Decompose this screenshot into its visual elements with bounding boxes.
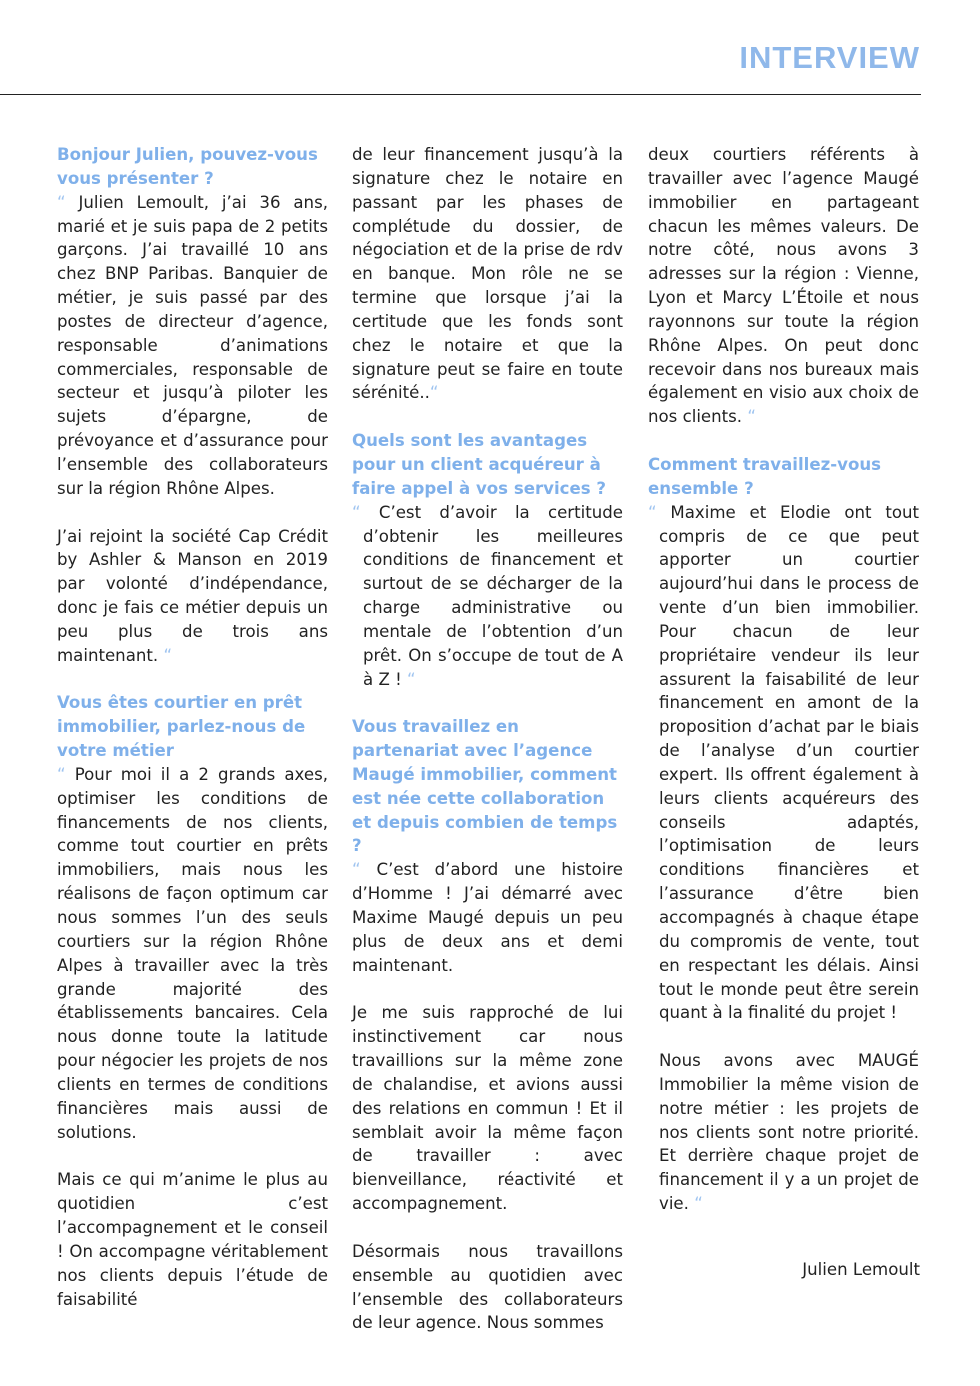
- author-signature: Julien Lemoult: [802, 1260, 920, 1279]
- answer-paragraph: Je me suis rapproché de lui instinctivement car nous travaillions sur la même zone de chalandise, et avions aussi des relations en commun ! Et il semblait avoir la même façon de travailler : avec bienveillance, réactivité et accompagnement.: [352, 1003, 623, 1214]
- answer-paragraph: Nous avons avec MAUGÉ Immobilier la même vision de notre métier : les projets de nos clients sont notre priorité. Et derrière chaque projet de financement il y a un projet de vie. “: [659, 1051, 919, 1214]
- answer-paragraph: “ Julien Lemoult, j’ai 36 ans, marié et je suis papa de 2 petits garçons. J’ai travaillé 10 ans chez BNP Paribas. Banquier de métier, je suis passé par des postes de directeur d’agence, responsable d’animations commerciales, responsable de secteur et jusqu’à piloter les sujets d’épargne, de prévoyance et d’assurance pour l’ensemble des collaborateurs sur la région Rhône Alpes.: [57, 192, 328, 498]
- question-heading: Vous travaillez en partenariat avec l’agence Maugé immobilier, comment est née cette collaboration et depuis combien de temps ?: [352, 717, 618, 856]
- question-heading: Comment travaillez-vous ensemble ?: [648, 454, 882, 498]
- quote-mark: “: [57, 192, 66, 212]
- answer-paragraph: “ C’est d’avoir la certitude d’obtenir les meilleures conditions de financement et surtout de se décharger de la charge administrative ou mentale de l’obtention d’un prêt. On s’occupe de tout de A à Z ! “: [352, 502, 623, 689]
- question-heading: Bonjour Julien, pouvez-vous vous présenter ?: [57, 145, 318, 188]
- answer-paragraph: J’ai rejoint la société Cap Crédit by Ashler & Manson en 2019 par volonté d’indépendance, donc je fais ce métier depuis un peu plus de trois ans maintenant. “: [57, 526, 328, 665]
- section-title: INTERVIEW: [739, 40, 920, 75]
- quote-mark: “: [429, 383, 439, 403]
- question-heading: Quels sont les avantages pour un client acquéreur à faire appel à vos services ?: [352, 431, 607, 498]
- answer-paragraph: “ Maxime et Elodie ont tout compris de ce que peut apporter un courtier aujourd’hui dans le process de vente d’un bien immobilier. Pour chacun de leur propriétaire vendeur ils leur assurent la faisabilité de leur financement en amont de la proposition d’achat par le biais de l’analyse d’un courtier expert. Ils offrent également à leurs clients acquéreurs des conseils adaptés, l’optimisation de leurs conditions financières et l’assurance d’être bien accompagnés à chaque étape du compromis de vente, tout en respectant les délais. Ainsi tout le monde peut être serein quant à la finalité du projet !: [648, 502, 920, 1023]
- quote-mark: “: [407, 669, 416, 689]
- column-2: [352, 143, 623, 1335]
- header-divider: [0, 94, 921, 95]
- answer-paragraph: “ C’est d’abord une histoire d’Homme ! J’ai démarré avec Maxime Maugé depuis un peu plus de deux ans et demi maintenant.: [352, 860, 623, 975]
- quote-mark: “: [163, 645, 173, 665]
- column-1: [57, 143, 328, 1311]
- answer-paragraph: Mais ce qui m’anime le plus au quotidien c’est l’accompagnement et le conseil ! On accompagne véritablement nos clients depuis l’étude de faisabilité: [57, 1170, 328, 1309]
- quote-mark: “: [352, 860, 361, 880]
- answer-paragraph: deux courtiers référents à travailler avec l’agence Maugé immobilier en partageant chacun les mêmes valeurs. De notre côté, nous avons 3 adresses sur la région : Vienne, Lyon et Marcy L’Étoile et nous rayonnons sur toute la région Rhône Alpes. On peut donc recevoir dans nos bureaux mais également en visio aux choix de nos clients. “: [648, 145, 919, 427]
- answer-paragraph: “ Pour moi il a 2 grands axes, optimiser les conditions de financements de nos clients, comme tout courtier en prêts immobiliers, mais nous les réalisons de façon optimum car nous sommes l’un des seuls courtiers sur la région Rhône Alpes à travailler avec la très grande majorité des établissements bancaires. Cela nous donne toute la latitude pour négocier les projets de nos clients en termes de conditions financières mais aussi de solutions.: [57, 764, 328, 1142]
- quote-mark: “: [57, 764, 66, 784]
- question-heading: Vous êtes courtier en prêt immobilier, parlez-nous de votre métier: [57, 693, 306, 761]
- quote-mark: “: [352, 502, 361, 522]
- quote-mark: “: [648, 502, 657, 522]
- answer-paragraph: Désormais nous travaillons ensemble au quotidien avec l’ensemble des collaborateurs de leur agence. Nous sommes: [352, 1241, 623, 1333]
- quote-mark: “: [747, 407, 756, 427]
- answer-paragraph: de leur financement jusqu’à la signature chez le notaire en passant par les phases de complétude du dossier, de négociation et de la prise de rdv en banque. Mon rôle ne se termine que lorsque j’ai la certitude que les fonds sont chez le notaire et que la signature peut se faire en toute sérénité..“: [352, 145, 623, 403]
- quote-mark: “: [694, 1194, 703, 1214]
- column-3: [648, 143, 919, 1216]
